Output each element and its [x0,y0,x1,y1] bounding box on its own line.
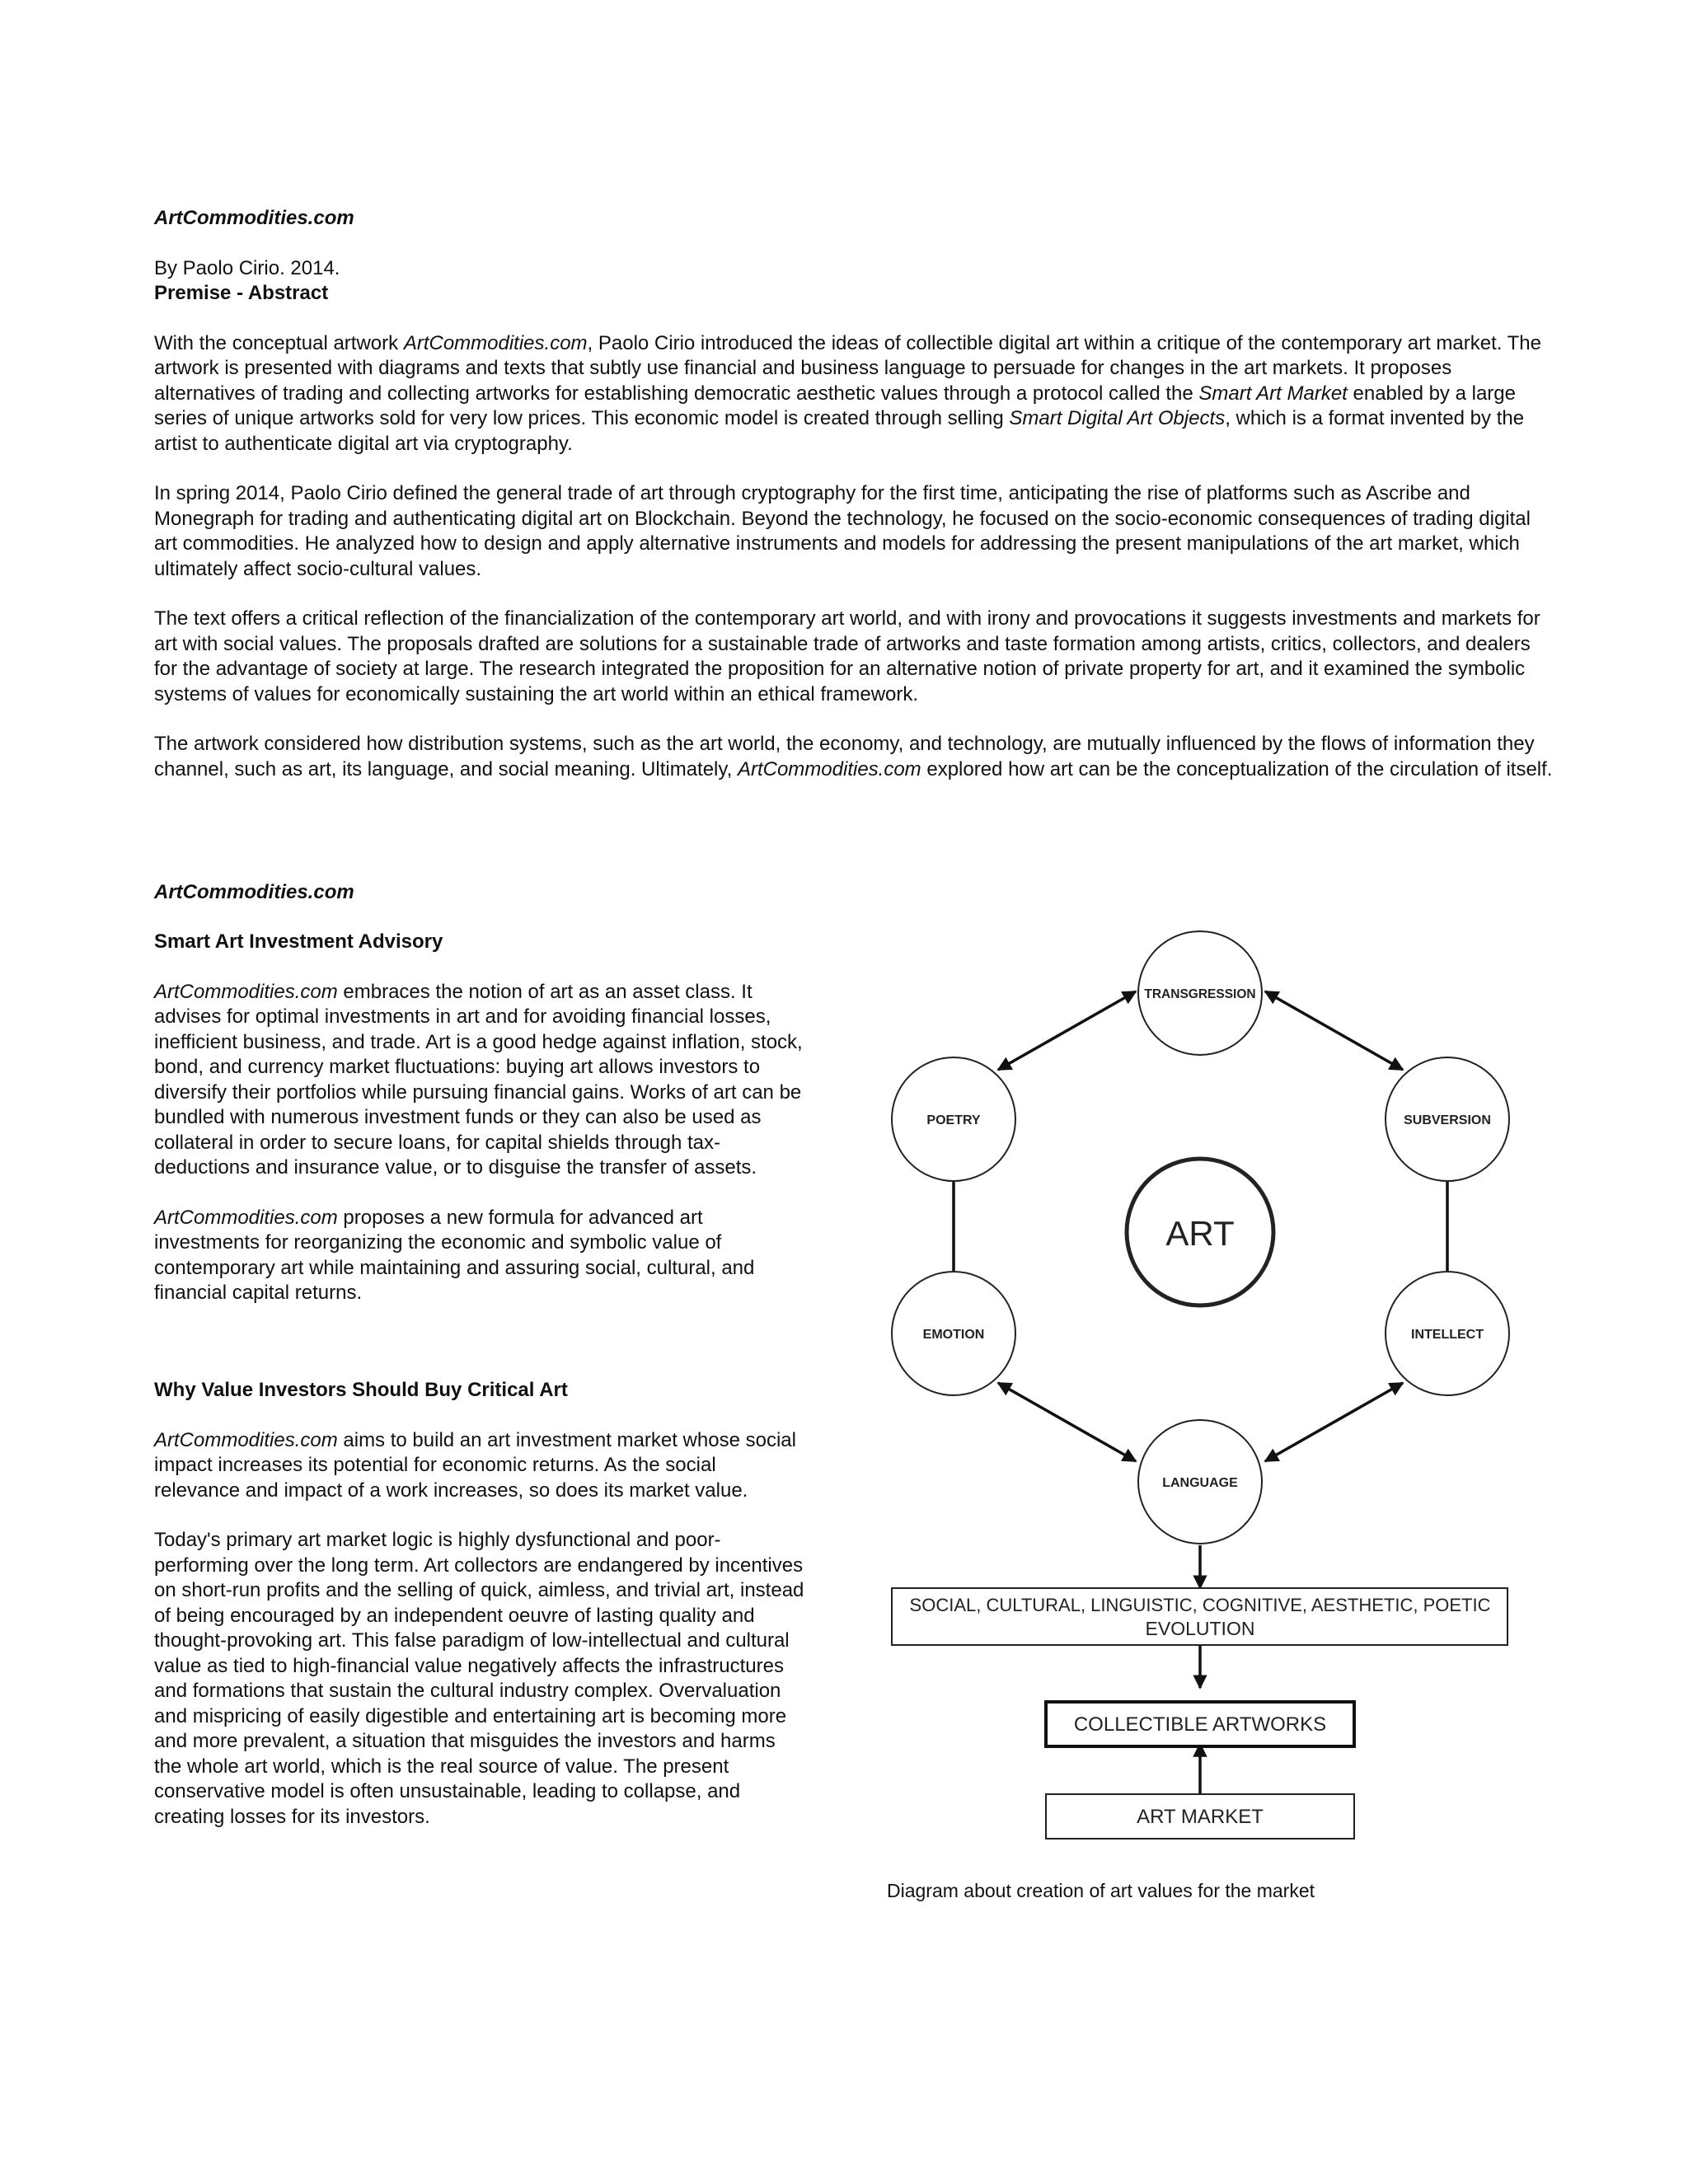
label-poetry: POETRY [926,1113,981,1127]
abstract-paragraph-3: The text offers a critical reflection of the financialization of the contemporary art world, and with irony and provocations it suggests investments and markets for art with social values. The proposals drafted are solutions for a sustainable trade of artworks and taste formation among artists, critics, collectors, and dealers for the advantage of society at large. The research integrated the proposition for an alternative notion of private property for art, and it examined the symbolic systems of values for economically sustaining the art world within an ethical framework. [154,607,1540,705]
arrow-transgression-subversion [1265,991,1403,1070]
arrow-emotion-language [998,1383,1136,1461]
advisory-paragraph-2: ArtCommodities.com proposes a new formula for advanced art investments for reorganizing the economic and symbolic value of contemporary art while maintaining and assuring social, cultural, and financial capital returns. [154,1206,755,1304]
arrow-transgression-poetry [998,991,1136,1070]
evolution-line-2: EVOLUTION [1145,1618,1255,1639]
arrow-intellect-language [1265,1383,1403,1461]
advisory-section [154,930,805,1306]
diagram-caption: Diagram about creation of art values for the market [887,1880,1315,1901]
evolution-line-1: SOCIAL, CULTURAL, LINGUISTIC, COGNITIVE, AESTHETIC, POETIC [909,1595,1491,1615]
collectible-artworks-label: COLLECTIBLE ARTWORKS [1073,1713,1327,1736]
art-market-label: ART MARKET [1137,1806,1264,1828]
why-paragraph-1: ArtCommodities.com aims to build an art investment market whose social impact increases its potential for economic returns. As the social relevance and impact of a work increases, so does its market value. [154,1428,796,1502]
why-paragraph-2: Today's primary art market logic is highly dysfunctional and poor-performing over the long term. Art collectors are endangered by incentives on short-run profits and the selling of quick, aimless, and trivial art, instead of being encouraged by an independent oeuvre of lasting quality and thought-provoking art. This false paradigm of low-intellectual and cultural value as tied to high-financial value negatively affects the infrastructures and formations that sustain the cultural industry complex. Overvaluation and mispricing of easily digestible and entertaining art is becoming more and more prevalent, a situation that misguides the investors and harms the whole art world, which is the real source of value. The present conservative model is often unsustainable, leading to collapse, and creating losses for its investors. [154,1529,804,1828]
why-section [154,1378,805,1830]
document-header [154,206,1555,281]
label-language: LANGUAGE [1162,1476,1238,1490]
art-values-diagram [882,919,1541,1875]
abstract-section [154,281,1555,782]
label-intellect: INTELLECT [1411,1328,1484,1342]
label-emotion: EMOTION [922,1328,985,1342]
label-subversion: SUBVERSION [1404,1113,1491,1127]
abstract-paragraph-4: The artwork considered how distribution systems, such as the art world, the economy, and technology, are mutually influenced by the flows of information they channel, such as art, its language, and social meaning. Ultimately, ArtCommodities.com explored how art can be the conceptualization of the circulation of itself. [154,733,1553,780]
advisory-paragraph-1: ArtCommodities.com embraces the notion of art as an asset class. It advises for optimal investments in art and for avoiding financial losses, inefficient business, and trade. Art is a good hedge against inflation, stock, bond, and currency market fluctuations: buying art allows investors to diversify their portfolios while pursuing financial gains. Works of art can be bundled with numerous investment funds or they can also be used as collateral in order to secure loans, for capital shields through tax-deductions and insurance value, or to disguise the transfer of assets. [154,980,803,1179]
advisory-heading: Smart Art Investment Advisory [154,930,443,953]
label-art: ART [1165,1214,1235,1253]
abstract-paragraph-2: In spring 2014, Paolo Cirio defined the general trade of art through cryptography for the first time, anticipating the rise of platforms such as Ascribe and Monegraph for trading and authenticating digital art on Blockchain. Beyond the technology, he focused on the socio-economic consequences of trading digital art commodities. He analyzed how to design and apply alternative instruments and models for addressing the present manipulations of the art market, which ultimately affect socio-cultural values. [154,482,1531,580]
abstract-paragraph-1: With the conceptual artwork ArtCommodities.com, Paolo Cirio introduced the ideas of collectible digital art within a critique of the contemporary art market. The artwork is presented with diagrams and texts that subtly use financial and business language to persuade for changes in the art markets. It proposes alternatives of trading and collecting artworks for establishing democratic aesthetic values through a protocol called the Smart Art Market enabled by a large series of unique artworks sold for very low prices. This economic model is created through selling Smart Digital Art Objects, which is a format invented by the artist to authenticate digital art via cryptography. [154,331,1542,455]
abstract-heading: Premise - Abstract [154,282,329,304]
byline: By Paolo Cirio. 2014. [154,256,340,279]
document-title: ArtCommodities.com [154,207,354,229]
why-heading: Why Value Investors Should Buy Critical Art [154,1379,568,1401]
label-transgression: TRANSGRESSION [1144,987,1256,1001]
section2-header [154,880,1555,906]
section2-title: ArtCommodities.com [154,881,354,903]
